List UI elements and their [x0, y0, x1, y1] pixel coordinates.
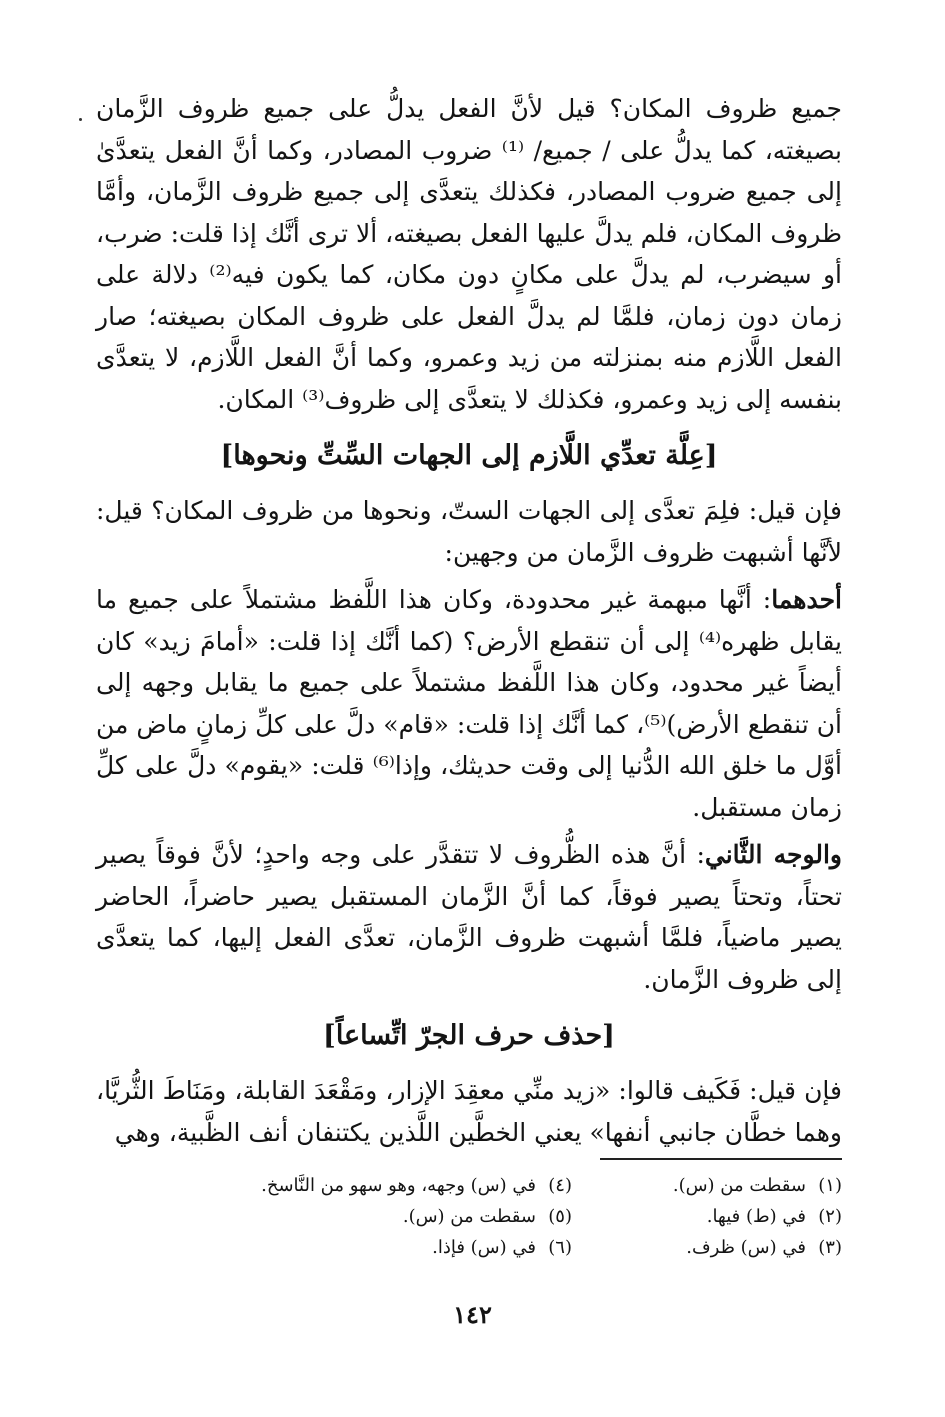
- margin-mark: [79, 118, 82, 121]
- footnote-item: [572, 1201, 842, 1232]
- footnote-divider: [600, 1158, 842, 1160]
- section-heading-1: [عِلَّة تعدِّي اللَّازم إلى الجهات السِّتِّ ونحوها]: [220, 440, 718, 471]
- paragraph-3: [96, 579, 842, 828]
- footnote-number: (٣): [818, 1237, 842, 1258]
- paragraph-4: [96, 834, 842, 1000]
- footnote-column-2: [96, 1170, 572, 1263]
- footnote-number: (٦): [548, 1237, 572, 1258]
- footnote-number: (٤): [548, 1175, 572, 1196]
- paragraph-3-lead: أحدهما: [771, 585, 842, 614]
- footnote-item: [96, 1170, 572, 1201]
- footnote-text: سقطت من (س).: [672, 1175, 806, 1196]
- footnote-text: في (ط) فيها.: [706, 1206, 806, 1227]
- section-heading-2: [حذف حرف الجرّ اتِّساعاً]: [323, 1020, 615, 1051]
- paragraph-1: جميع ظروف المكان؟ قيل لأنَّ الفعل يدلُّ على جميع ظروف الزَّمان بصيغته، كما يدلُّ على / جميع/ ⁽¹⁾ ضروب المصادر، وكما أنَّ الفعل يتعدَّىٰ إلى جميع ضروب المصادر، فكذلك يتعدَّى إلى جميع ظروف الزَّمان، وأمَّا ظروف المكان، فلم يدلَّ عليها الفعل بصيغته، ألا ترى أنَّك إذا قلت: ضرب، أو سيضرب، لم يدلَّ على مكانٍ دون مكان، كما يكون فيه⁽²⁾ دلالة على زمان دون زمان، فلمَّا لم يدلَّ الفعل على ظروف المكان بصيغته؛ صار الفعل اللَّازم منه بمنزلته من زيد وعمرو، وكما أنَّ الفعل اللَّازم، لا يتعدَّى بنفسه إلى زيد وعمرو، فكذلك لا يتعدَّى إلى ظروف⁽³⁾ المكان.: [96, 94, 842, 414]
- footnote-column-1: [572, 1170, 842, 1263]
- footnote-item: [96, 1201, 572, 1232]
- footnote-text: في (س) وجهه، وهو سهو من النَّاسخ.: [261, 1175, 536, 1196]
- footnotes: [96, 1170, 842, 1263]
- page-number: ١٤٢: [453, 1300, 492, 1329]
- footnote-item: [572, 1232, 842, 1263]
- footnote-number: (٢): [818, 1206, 842, 1227]
- paragraph-5: فإن قيل: فَكَيف قالوا: «زيد منِّي معقِدَ الإزار، ومَقْعَدَ القابلة، ومَنَاطَ الثُّريَّا، وهما خطَّان جانبي أنفها» يعني الخطَّين اللَّذين يكتنفان أنف الظَّبية، وهي: [96, 1076, 842, 1147]
- footnote-item: [96, 1232, 572, 1263]
- paragraph-4-lead: والوجه الثَّاني: [704, 840, 842, 869]
- page-body: [96, 88, 842, 1153]
- footnote-item: [572, 1170, 842, 1201]
- footnote-text: في (س) ظرف.: [686, 1237, 806, 1258]
- footnote-number: (٥): [548, 1206, 572, 1227]
- paragraph-2: فإن قيل: فلِمَ تعدَّى إلى الجهات الستّ، ونحوها من ظروف المكان؟ قيل: لأنَّها أشبهت ظروف الزَّمان من وجهين:: [96, 496, 842, 567]
- paragraph-3-text: : أنَّها مبهمة غير محدودة، وكان هذا اللَّفظ مشتملاً على جميع ما يقابل ظهره⁽⁴⁾ إلى أن تنقطع الأرض؟ (كما أنَّك إذا قلت: «أمامَ زيد» كان أيضاً غير محدود، وكان هذا اللَّفظ مشتملاً على جميع ما يقابل وجهه إلى أن تنقطع الأرض)⁽⁵⁾، كما أنَّك إذا قلت: «قام» دلَّ على كلِّ زمانٍ ماض من أوَّل ما خلق الله الدُّنيا إلى وقت حديثك، وإذا⁽⁶⁾ قلت: «يقوم» دلَّ على كلِّ زمان مستقبل.: [96, 585, 843, 822]
- footnote-text: سقطت من (س).: [402, 1206, 536, 1227]
- paragraph-4-text: : أنَّ هذه الظُّروف لا تتقدَّر على وجه واحدٍ؛ لأنَّ فوقاً يصير تحتاً، وتحتاً يصير فوقاً، كما أنَّ الزَّمان المستقبل يصير حاضراً، الحاضر يصير ماضياً، فلمَّا أشبهت ظروف الزَّمان، تعدَّى الفعل إليها، كما يتعدَّى إلى ظروف الزَّمان.: [96, 840, 842, 994]
- footnote-text: في (س) فإذا.: [432, 1237, 536, 1258]
- footnote-number: (١): [818, 1175, 842, 1196]
